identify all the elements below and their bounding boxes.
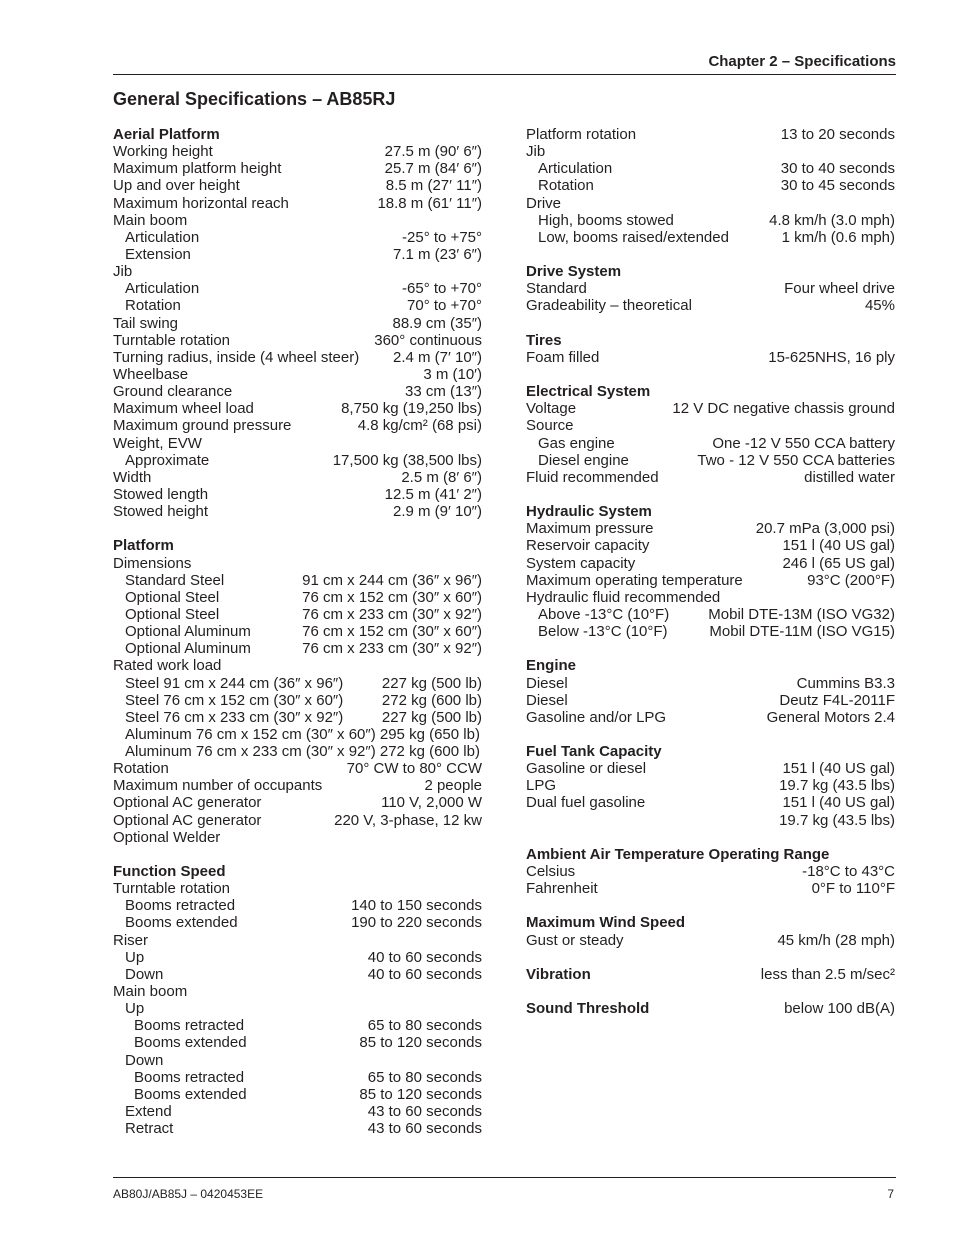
spec-row	[113, 452, 482, 469]
left-spec-column	[113, 126, 482, 1137]
spec-value: 19.7 kg (43.5 lbs)	[779, 777, 895, 795]
spec-row	[113, 777, 482, 794]
spec-row	[526, 555, 895, 572]
spec-value: 227 kg (500 lb)	[381, 708, 482, 726]
spec-row	[113, 417, 482, 434]
spec-value: Mobil DTE-13M (ISO VG32)	[708, 605, 895, 623]
spec-label: Optional Aluminum	[125, 640, 251, 658]
spec-value: 65 to 80 seconds	[367, 1017, 482, 1035]
spec-value: 70° to +70°	[407, 297, 482, 315]
spec-value: 76 cm x 233 cm (30″ x 92″)	[302, 640, 482, 658]
spec-label: Booms retracted	[134, 1017, 245, 1035]
spec-value: 40 to 60 seconds	[367, 948, 482, 966]
spec-row	[113, 349, 482, 366]
spec-row	[526, 623, 895, 640]
section-spacer	[526, 486, 895, 503]
spec-label: Gasoline or diesel	[526, 760, 647, 778]
spec-label: Fluid recommended	[526, 468, 659, 486]
spec-value: 2.9 m (9′ 10″)	[393, 503, 482, 521]
spec-label: Celsius	[526, 863, 576, 881]
section-heading	[113, 537, 482, 554]
spec-row	[113, 932, 482, 949]
spec-label: Articulation	[125, 228, 200, 246]
spec-row	[113, 1120, 482, 1137]
spec-value: 19.7 kg (43.5 lbs)	[779, 811, 895, 829]
spec-value: 110 V, 2,000 W	[381, 794, 482, 812]
spec-label: Optional AC generator	[113, 794, 262, 812]
spec-label: Extend	[125, 1103, 172, 1121]
spec-label: Above -13°C (10°F)	[538, 605, 670, 623]
spec-label: Main boom	[113, 211, 188, 229]
spec-value: 25.7 m (84′ 6″)	[384, 160, 482, 178]
spec-row	[113, 332, 482, 349]
spec-label: Articulation	[538, 160, 613, 178]
spec-label: Wheelbase	[113, 365, 189, 383]
spec-label: Voltage	[526, 400, 577, 418]
spec-label: Booms extended	[134, 1085, 247, 1103]
spec-label: Hydraulic fluid recommended	[526, 588, 721, 606]
spec-row	[526, 863, 895, 880]
spec-label: Turntable rotation	[113, 331, 231, 349]
section-spacer	[526, 829, 895, 846]
section-spacer	[113, 520, 482, 537]
spec-row	[113, 726, 482, 743]
spec-row	[113, 572, 482, 589]
spec-label: LPG	[526, 777, 557, 795]
spec-label: Optional Steel	[125, 605, 220, 623]
spec-label: Tail swing	[113, 314, 179, 332]
spec-label: Fahrenheit	[526, 880, 598, 898]
spec-label: Foam filled	[526, 348, 600, 366]
document-number: AB80J/AB85J – 0420453EE	[113, 1187, 264, 1201]
spec-label: Standard	[526, 280, 587, 298]
spec-row	[526, 572, 895, 589]
spec-row	[526, 400, 895, 417]
spec-value: Mobil DTE-11M (ISO VG15)	[709, 623, 895, 641]
spec-row	[113, 160, 482, 177]
spec-row	[113, 555, 482, 572]
spec-label: Articulation	[125, 280, 200, 298]
spec-row	[113, 794, 482, 811]
spec-row	[113, 812, 482, 829]
chapter-title: Chapter 2 – Specifications	[708, 53, 896, 70]
section-heading	[526, 263, 895, 280]
spec-label: Gust or steady	[526, 931, 624, 949]
spec-row	[526, 195, 895, 212]
spec-value: 30 to 40 seconds	[780, 160, 895, 178]
spec-row	[526, 812, 895, 829]
spec-value: 20.7 mPa (3,000 psi)	[755, 520, 895, 538]
spec-value: 88.9 cm (35″)	[392, 314, 482, 332]
spec-row	[113, 297, 482, 314]
spec-value: 45%	[864, 297, 895, 315]
spec-value: 91 cm x 244 cm (36″ x 96″)	[302, 571, 482, 589]
spec-value: 1 km/h (0.6 mph)	[781, 228, 895, 246]
section-spacer	[526, 726, 895, 743]
section-heading	[113, 863, 482, 880]
spec-value: 151 l (40 US gal)	[782, 537, 895, 555]
spec-row	[526, 297, 895, 314]
spec-row	[113, 589, 482, 606]
section-spacer	[526, 949, 895, 966]
spec-value: 2.4 m (7′ 10″)	[393, 348, 482, 366]
section-heading	[113, 126, 482, 143]
spec-row	[113, 435, 482, 452]
spec-value: -18°C to 43°C	[802, 863, 895, 881]
spec-label: Extension	[125, 245, 191, 263]
spec-row	[113, 486, 482, 503]
spec-value: General Motors 2.4	[766, 708, 895, 726]
section-spacer	[526, 983, 895, 1000]
section-heading-label: Fuel Tank Capacity	[526, 743, 662, 761]
spec-row	[526, 709, 895, 726]
spec-value: distilled water	[804, 468, 895, 486]
spec-label: Booms extended	[134, 1034, 247, 1052]
section-spacer	[526, 640, 895, 657]
spec-row	[113, 212, 482, 229]
spec-row	[113, 263, 482, 280]
spec-label: Aluminum 76 cm x 152 cm (30″ x 60″) 295 kg (650 lb)	[125, 725, 480, 743]
spec-row	[526, 692, 895, 709]
spec-label: Up	[125, 948, 145, 966]
spec-row	[526, 880, 895, 897]
spec-label: Width	[113, 468, 152, 486]
spec-row	[113, 315, 482, 332]
spec-row	[113, 743, 482, 760]
spec-label: Steel 91 cm x 244 cm (36″ x 96″)	[125, 674, 344, 692]
spec-value: 4.8 km/h (3.0 mph)	[769, 211, 895, 229]
spec-row	[113, 366, 482, 383]
spec-value: Four wheel drive	[784, 280, 895, 298]
spec-row	[113, 880, 482, 897]
spec-row	[113, 675, 482, 692]
spec-row	[526, 126, 895, 143]
spec-row	[526, 160, 895, 177]
spec-row	[526, 777, 895, 794]
spec-label: Rotation	[538, 177, 594, 195]
spec-value: 17,500 kg (38,500 lbs)	[332, 451, 482, 469]
spec-label: Booms retracted	[125, 897, 236, 915]
spec-value: 190 to 220 seconds	[351, 914, 482, 932]
spec-value: -25° to +75°	[402, 228, 482, 246]
spec-value: Cummins B3.3	[796, 674, 895, 692]
spec-row	[113, 914, 482, 931]
spec-row	[526, 452, 895, 469]
spec-value: 65 to 80 seconds	[367, 1068, 482, 1086]
spec-value: 27.5 m (90′ 6″)	[384, 143, 482, 161]
section-heading	[526, 1000, 895, 1017]
spec-row	[113, 383, 482, 400]
spec-label: Diesel engine	[538, 451, 629, 469]
spec-label: Gradeability – theoretical	[526, 297, 692, 315]
spec-row	[526, 794, 895, 811]
spec-row	[526, 417, 895, 434]
spec-value: below 100 dB(A)	[784, 1000, 895, 1018]
spec-row	[526, 177, 895, 194]
spec-label: Maximum horizontal reach	[113, 194, 289, 212]
section-heading-label: Hydraulic System	[526, 503, 652, 521]
spec-row	[526, 537, 895, 554]
section-heading	[526, 383, 895, 400]
spec-label: Low, booms raised/extended	[538, 228, 729, 246]
spec-row	[526, 932, 895, 949]
spec-label: Optional AC generator	[113, 811, 262, 829]
section-heading	[526, 657, 895, 674]
spec-row	[113, 623, 482, 640]
section-heading	[526, 914, 895, 931]
spec-value: 220 V, 3-phase, 12 kw	[334, 811, 482, 829]
spec-label: Approximate	[125, 451, 210, 469]
spec-value: 227 kg (500 lb)	[381, 674, 482, 692]
spec-value: 76 cm x 233 cm (30″ x 92″)	[302, 605, 482, 623]
spec-row	[113, 1000, 482, 1017]
spec-value: 93°C (200°F)	[807, 571, 895, 589]
spec-value: 151 l (40 US gal)	[782, 794, 895, 812]
spec-row	[526, 143, 895, 160]
section-heading	[526, 332, 895, 349]
spec-label: High, booms stowed	[538, 211, 674, 229]
spec-label: Maximum pressure	[526, 520, 654, 538]
spec-value: 30 to 45 seconds	[780, 177, 895, 195]
spec-label: Rated work load	[113, 657, 222, 675]
section-heading-label: Vibration	[526, 965, 591, 983]
spec-row	[113, 1103, 482, 1120]
spec-label: Below -13°C (10°F)	[538, 623, 668, 641]
spec-label: Riser	[113, 931, 149, 949]
spec-value: 43 to 60 seconds	[367, 1120, 482, 1138]
page-number: 7	[887, 1187, 894, 1201]
spec-label: Maximum ground pressure	[113, 417, 292, 435]
spec-value: 151 l (40 US gal)	[782, 760, 895, 778]
spec-label: Reservoir capacity	[526, 537, 650, 555]
spec-label: Diesel	[526, 691, 568, 709]
spec-label: Standard Steel	[125, 571, 225, 589]
spec-label: Diesel	[526, 674, 568, 692]
spec-row	[113, 195, 482, 212]
spec-value: 8.5 m (27′ 11″)	[385, 177, 482, 195]
spec-label: Turning radius, inside (4 wheel steer)	[113, 348, 360, 366]
spec-row	[113, 657, 482, 674]
spec-row	[113, 400, 482, 417]
spec-label: Stowed height	[113, 503, 209, 521]
spec-value: 140 to 150 seconds	[351, 897, 482, 915]
spec-label: Optional Steel	[125, 588, 220, 606]
spec-row	[113, 640, 482, 657]
spec-label: Rotation	[125, 297, 181, 315]
spec-row	[526, 760, 895, 777]
spec-row	[113, 1034, 482, 1051]
spec-value: 3 m (10′)	[423, 365, 482, 383]
spec-value: 246 l (65 US gal)	[782, 554, 895, 572]
spec-row	[113, 1069, 482, 1086]
spec-value: 2 people	[424, 777, 482, 795]
spec-row	[113, 1052, 482, 1069]
spec-label: Turntable rotation	[113, 880, 231, 898]
spec-row	[113, 692, 482, 709]
spec-label: Optional Welder	[113, 828, 221, 846]
spec-label: Drive	[526, 194, 562, 212]
spec-row	[113, 246, 482, 263]
spec-label: Platform rotation	[526, 126, 637, 143]
spec-row	[113, 983, 482, 1000]
section-heading-label: Aerial Platform	[113, 126, 220, 143]
spec-label: Retract	[125, 1120, 174, 1138]
section-spacer	[526, 315, 895, 332]
spec-row	[526, 675, 895, 692]
spec-value: 76 cm x 152 cm (30″ x 60″)	[302, 588, 482, 606]
spec-row	[113, 897, 482, 914]
spec-value: 15-625NHS, 16 ply	[768, 348, 895, 366]
page-title: General Specifications – AB85RJ	[113, 89, 396, 109]
section-spacer	[526, 246, 895, 263]
spec-value: 7.1 m (23′ 6″)	[393, 245, 482, 263]
spec-label: Down	[125, 1051, 164, 1069]
spec-value: One -12 V 550 CCA battery	[712, 434, 895, 452]
page-footer	[113, 1177, 896, 1201]
spec-value: 12 V DC negative chassis ground	[672, 400, 895, 418]
spec-value: 33 cm (13″)	[405, 383, 482, 401]
spec-label: Maximum number of occupants	[113, 777, 323, 795]
spec-label: Maximum platform height	[113, 160, 282, 178]
spec-value: 45 km/h (28 mph)	[777, 931, 895, 949]
spec-value: 360° continuous	[374, 331, 482, 349]
spec-row	[526, 520, 895, 537]
spec-value: 18.8 m (61′ 11″)	[377, 194, 482, 212]
spec-label: Dual fuel gasoline	[526, 794, 646, 812]
spec-row	[113, 966, 482, 983]
spec-label: Ground clearance	[113, 383, 233, 401]
spec-label: Aluminum 76 cm x 233 cm (30″ x 92″) 272 kg (600 lb)	[125, 743, 480, 761]
section-heading-label: Maximum Wind Speed	[526, 914, 686, 932]
spec-label: Jib	[113, 263, 133, 281]
spec-row	[113, 709, 482, 726]
spec-label: Maximum operating temperature	[526, 571, 743, 589]
spec-label: Booms extended	[125, 914, 238, 932]
spec-value: 4.8 kg/cm² (68 psi)	[357, 417, 482, 435]
section-heading	[526, 743, 895, 760]
spec-value: 8,750 kg (19,250 lbs)	[341, 400, 482, 418]
section-heading-label: Ambient Air Temperature Operating Range	[526, 845, 830, 863]
spec-label: Weight, EVW	[113, 434, 202, 452]
spec-row	[113, 949, 482, 966]
section-heading-label: Drive System	[526, 263, 622, 281]
spec-row	[526, 469, 895, 486]
section-spacer	[526, 897, 895, 914]
spec-value: 12.5 m (41′ 2″)	[384, 485, 482, 503]
section-heading	[526, 966, 895, 983]
spec-label: System capacity	[526, 554, 636, 572]
spec-row	[113, 143, 482, 160]
spec-value: 70° CW to 80° CCW	[346, 760, 482, 778]
spec-row	[526, 229, 895, 246]
spec-row	[526, 589, 895, 606]
spec-label: Main boom	[113, 983, 188, 1001]
spec-label: Booms retracted	[134, 1068, 245, 1086]
right-spec-column	[526, 126, 895, 1017]
spec-label: Rotation	[113, 760, 169, 778]
spec-value: Two - 12 V 550 CCA batteries	[697, 451, 895, 469]
section-heading-label: Tires	[526, 331, 562, 349]
spec-label: Gasoline and/or LPG	[526, 708, 667, 726]
spec-label: Up	[125, 1000, 145, 1018]
spec-label: Stowed length	[113, 485, 209, 503]
spec-label: Maximum wheel load	[113, 400, 254, 418]
spec-label: Jib	[526, 143, 546, 161]
spec-value: 85 to 120 seconds	[359, 1085, 482, 1103]
spec-label: Down	[125, 965, 164, 983]
spec-label: Gas engine	[538, 434, 615, 452]
spec-row	[113, 177, 482, 194]
spec-row	[113, 229, 482, 246]
section-heading-label: Engine	[526, 657, 577, 675]
spec-row	[526, 435, 895, 452]
spec-label: Dimensions	[113, 554, 192, 572]
spec-value: 85 to 120 seconds	[359, 1034, 482, 1052]
spec-value: 43 to 60 seconds	[367, 1103, 482, 1121]
section-spacer	[526, 366, 895, 383]
spec-row	[113, 829, 482, 846]
spec-value: Deutz F4L-2011F	[779, 691, 895, 709]
spec-row	[113, 469, 482, 486]
spec-label: Steel 76 cm x 152 cm (30″ x 60″)	[125, 691, 344, 709]
spec-value: -65° to +70°	[402, 280, 482, 298]
spec-value: 272 kg (600 lb)	[381, 691, 482, 709]
spec-value: 0°F to 110°F	[811, 880, 895, 898]
spec-value: 13 to 20 seconds	[780, 126, 895, 143]
spec-row	[113, 1017, 482, 1034]
spec-label: Source	[526, 417, 574, 435]
section-heading-label: Platform	[113, 537, 174, 555]
spec-row	[526, 606, 895, 623]
section-heading	[526, 503, 895, 520]
section-heading-label: Sound Threshold	[526, 1000, 650, 1018]
page-header	[113, 52, 896, 75]
spec-row	[113, 1086, 482, 1103]
spec-row	[113, 280, 482, 297]
spec-label: Optional Aluminum	[125, 623, 251, 641]
spec-value: 2.5 m (8′ 6″)	[401, 468, 482, 486]
spec-row	[526, 280, 895, 297]
spec-row	[113, 760, 482, 777]
spec-value: less than 2.5 m/sec²	[760, 965, 895, 983]
spec-row	[113, 606, 482, 623]
spec-row	[113, 503, 482, 520]
spec-label: Up and over height	[113, 177, 240, 195]
spec-row	[526, 349, 895, 366]
section-heading-label: Function Speed	[113, 863, 226, 881]
spec-value: 40 to 60 seconds	[367, 965, 482, 983]
spec-row	[526, 212, 895, 229]
section-heading-label: Electrical System	[526, 383, 651, 401]
spec-label: Working height	[113, 143, 213, 161]
section-heading	[526, 846, 895, 863]
spec-label: Steel 76 cm x 233 cm (30″ x 92″)	[125, 708, 344, 726]
section-spacer	[113, 846, 482, 863]
spec-value: 76 cm x 152 cm (30″ x 60″)	[302, 623, 482, 641]
